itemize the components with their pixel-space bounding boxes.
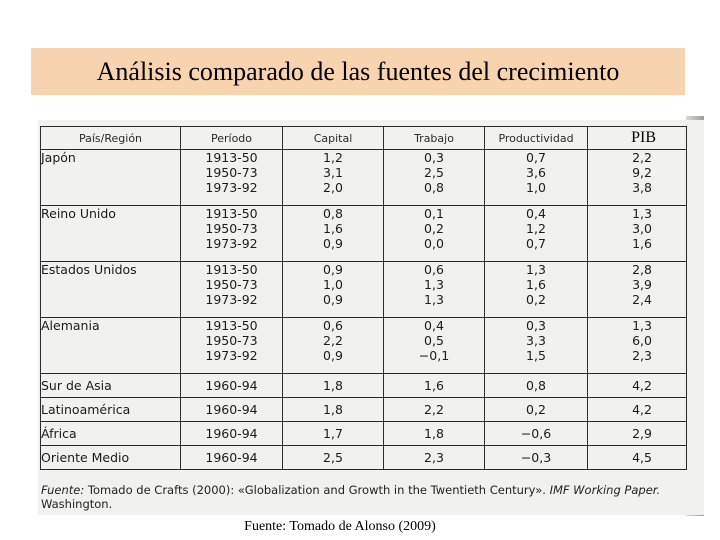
cell-value: 1,8: [323, 402, 343, 417]
cell-value: 1913-50: [205, 206, 258, 221]
cell-value: 0,3: [526, 318, 546, 333]
cell-region: Japón: [41, 150, 181, 206]
cell-value: −0,3: [520, 450, 552, 465]
cell-value: 0,6: [323, 318, 343, 333]
cell-value: 1960-94: [205, 426, 258, 441]
cell-region: Sur de Asia: [41, 374, 181, 398]
cell-period: [181, 398, 283, 422]
cell-value: 1,8: [424, 426, 444, 441]
cell-value: 1973-92: [205, 348, 258, 363]
cell-productivity: [485, 206, 588, 262]
cell-value: 2,4: [632, 292, 652, 307]
cell-gdp: [588, 262, 687, 318]
cell-labor: [384, 398, 485, 422]
cell-value: 1,6: [323, 221, 343, 236]
cell-value: 1,2: [526, 221, 546, 236]
cell-value: 1950-73: [205, 277, 258, 292]
cell-productivity: [485, 446, 588, 470]
cell-value: 1973-92: [205, 292, 258, 307]
cell-value: 1,3: [424, 277, 444, 292]
table-row: [41, 446, 687, 470]
cell-period: [181, 150, 283, 206]
cell-region: África: [41, 422, 181, 446]
cell-value: 0,9: [323, 292, 343, 307]
cell-region: Estados Unidos: [41, 262, 181, 318]
cell-capital: [283, 318, 384, 374]
cell-value: 0,7: [526, 236, 546, 251]
cell-labor: [384, 446, 485, 470]
cell-value: 1,6: [632, 236, 652, 251]
cell-value: 0,0: [424, 236, 444, 251]
table-row: [41, 150, 687, 206]
cell-value: 0,9: [323, 262, 343, 277]
cell-value: 0,1: [424, 206, 444, 221]
cell-value: 1960-94: [205, 450, 258, 465]
cell-value: 3,3: [526, 333, 546, 348]
source-note: [41, 483, 701, 511]
cell-value: 1960-94: [205, 378, 258, 393]
cell-value: 0,4: [526, 206, 546, 221]
cell-region: Alemania: [41, 318, 181, 374]
cell-value: 1,8: [323, 378, 343, 393]
cell-region: Oriente Medio: [41, 446, 181, 470]
cell-gdp: [588, 374, 687, 398]
cell-labor: [384, 318, 485, 374]
cell-value: 1,0: [526, 180, 546, 195]
cell-capital: [283, 374, 384, 398]
cell-value: 2,9: [632, 426, 652, 441]
cell-value: 1973-92: [205, 236, 258, 251]
cell-value: 1,6: [526, 277, 546, 292]
cell-gdp: [588, 206, 687, 262]
cell-gdp: [588, 446, 687, 470]
cell-value: 0,2: [526, 402, 546, 417]
cell-productivity: [485, 150, 588, 206]
cell-capital: [283, 150, 384, 206]
cell-value: 3,1: [323, 165, 343, 180]
cell-value: 2,8: [632, 262, 652, 277]
cell-productivity: [485, 398, 588, 422]
cell-capital: [283, 446, 384, 470]
cell-value: 2,3: [424, 450, 444, 465]
cell-labor: [384, 262, 485, 318]
cell-value: 3,0: [632, 221, 652, 236]
cell-gdp: [588, 318, 687, 374]
cell-labor: [384, 374, 485, 398]
cell-labor: [384, 206, 485, 262]
cell-value: 0,8: [323, 206, 343, 221]
cell-value: 1950-73: [205, 165, 258, 180]
cell-labor: [384, 422, 485, 446]
cell-value: 1913-50: [205, 262, 258, 277]
header-period: Período: [181, 127, 283, 150]
cell-value: 1913-50: [205, 150, 258, 165]
cell-value: 3,8: [632, 180, 652, 195]
cell-value: 2,2: [424, 402, 444, 417]
cell-value: 1,7: [323, 426, 343, 441]
cell-gdp: [588, 422, 687, 446]
cell-value: 0,9: [323, 348, 343, 363]
cell-productivity: [485, 422, 588, 446]
cell-value: −0,6: [520, 426, 552, 441]
cell-value: 6,0: [632, 333, 652, 348]
source-label: Fuente:: [41, 483, 85, 497]
cell-value: 0,9: [323, 236, 343, 251]
cell-period: [181, 422, 283, 446]
cell-value: 0,4: [424, 318, 444, 333]
cell-value: 0,8: [526, 378, 546, 393]
source-text: Tomado de Crafts (2000): «Globalization and Growth in the Twentieth Century».: [87, 483, 546, 497]
cell-value: 2,3: [632, 348, 652, 363]
cell-value: 1913-50: [205, 318, 258, 333]
cell-value: 0,8: [424, 180, 444, 195]
growth-sources-table: [40, 126, 687, 470]
cell-value: 4,5: [632, 450, 652, 465]
cell-value: 3,6: [526, 165, 546, 180]
header-capital: Capital: [283, 127, 384, 150]
cell-value: 2,5: [424, 165, 444, 180]
cell-capital: [283, 206, 384, 262]
cell-labor: [384, 150, 485, 206]
cell-capital: [283, 262, 384, 318]
cell-value: 0,6: [424, 262, 444, 277]
scanned-table-image: [38, 120, 704, 515]
cell-period: [181, 262, 283, 318]
cell-value: 3,9: [632, 277, 652, 292]
table-row: [41, 422, 687, 446]
cell-value: 1,5: [526, 348, 546, 363]
bottom-source-note: Fuente: Tomado de Alonso (2009): [244, 519, 436, 534]
table-header-row: [41, 127, 687, 150]
source-place: Washington.: [41, 497, 113, 511]
cell-value: 1,3: [632, 318, 652, 333]
cell-value: 1960-94: [205, 402, 258, 417]
cell-productivity: [485, 318, 588, 374]
table-row: [41, 374, 687, 398]
cell-capital: [283, 422, 384, 446]
cell-period: [181, 318, 283, 374]
cell-value: 1,2: [323, 150, 343, 165]
cell-value: 1,3: [526, 262, 546, 277]
cell-region: Latinoamérica: [41, 398, 181, 422]
cell-period: [181, 446, 283, 470]
cell-value: 1950-73: [205, 333, 258, 348]
header-productivity: Productividad: [485, 127, 588, 150]
cell-value: 9,2: [632, 165, 652, 180]
cell-capital: [283, 398, 384, 422]
cell-period: [181, 206, 283, 262]
cell-value: 2,5: [323, 450, 343, 465]
cell-value: 2,0: [323, 180, 343, 195]
cell-value: 0,2: [526, 292, 546, 307]
cell-value: 4,2: [632, 378, 652, 393]
header-region: País/Región: [41, 127, 181, 150]
cell-value: 4,2: [632, 402, 652, 417]
cell-productivity: [485, 374, 588, 398]
cell-value: 1,6: [424, 378, 444, 393]
cell-value: 1,3: [632, 206, 652, 221]
cell-productivity: [485, 262, 588, 318]
table-row: [41, 318, 687, 374]
cell-value: −0,1: [418, 348, 450, 363]
table-row: [41, 398, 687, 422]
header-labor: Trabajo: [384, 127, 485, 150]
cell-value: 1950-73: [205, 221, 258, 236]
cell-value: 1,3: [424, 292, 444, 307]
cell-gdp: [588, 150, 687, 206]
table-row: [41, 262, 687, 318]
cell-value: 2,2: [632, 150, 652, 165]
page-title: Análisis comparado de las fuentes del crecimiento: [31, 48, 685, 95]
cell-value: 0,3: [424, 150, 444, 165]
cell-value: 2,2: [323, 333, 343, 348]
cell-value: 1,0: [323, 277, 343, 292]
cell-period: [181, 374, 283, 398]
cell-value: 0,2: [424, 221, 444, 236]
header-gdp: PIB: [588, 127, 687, 150]
table-row: [41, 206, 687, 262]
cell-value: 0,7: [526, 150, 546, 165]
cell-value: 1973-92: [205, 180, 258, 195]
cell-region: Reino Unido: [41, 206, 181, 262]
cell-gdp: [588, 398, 687, 422]
cell-value: 0,5: [424, 333, 444, 348]
source-paper: IMF Working Paper.: [549, 483, 661, 497]
